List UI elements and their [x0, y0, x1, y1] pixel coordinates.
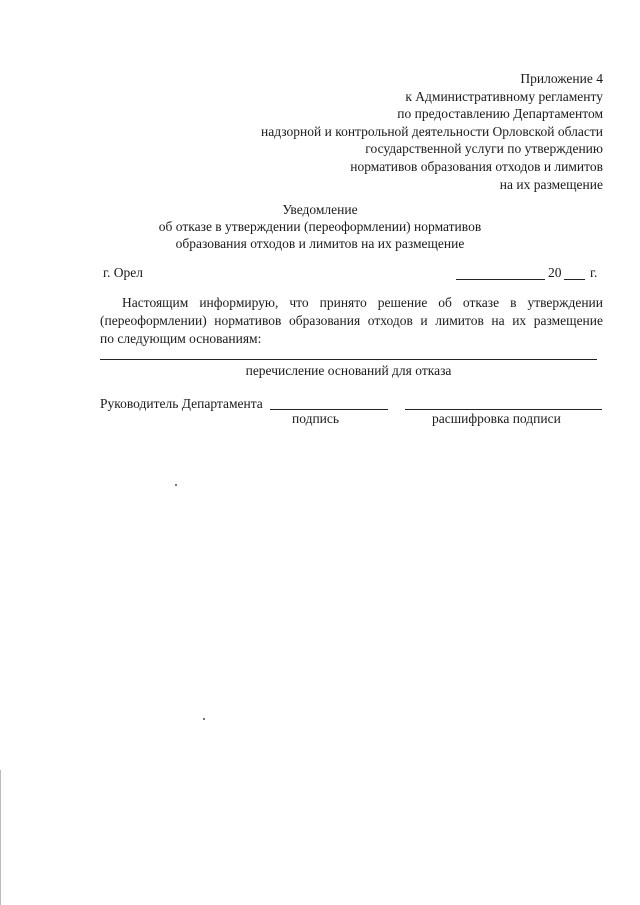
signature-decode-caption: расшифровка подписи — [432, 411, 561, 426]
appendix-line-department: по предоставлению Департаментом — [397, 106, 603, 122]
signature-blank-line — [270, 409, 388, 410]
title-notification: Уведомление — [282, 202, 358, 217]
reasons-blank-line — [100, 359, 597, 360]
scan-speck — [203, 718, 205, 720]
appendix-header — [261, 70, 603, 193]
reasons-caption: перечисление оснований для отказа — [245, 363, 452, 378]
date-blank-line — [456, 279, 545, 280]
year-suffix: г. — [590, 265, 598, 280]
body-paragraph — [100, 294, 603, 348]
appendix-line-regulation: к Административному регламенту — [405, 88, 603, 104]
body-line-3: по следующим основаниям: — [100, 331, 262, 346]
scan-edge — [0, 770, 1, 905]
title-subject: об отказе в утверждении (переоформлении) нормативов — [158, 219, 482, 234]
appendix-line-norms: нормативов образования отходов и лимитов — [350, 158, 603, 174]
body-line-1: Настоящим информирую, что принято решение об отказе в утверждении — [122, 295, 603, 310]
appendix-line-placement: на их размещение — [499, 176, 603, 192]
signature-label: Руководитель Департамента — [100, 396, 263, 411]
signature-caption: подпись — [292, 411, 340, 426]
year-prefix: 20 — [548, 265, 562, 280]
scan-speck — [175, 484, 177, 486]
title-subject-cont: образования отходов и лимитов на их размещение — [175, 236, 465, 251]
year-blank-line — [564, 279, 585, 280]
appendix-line-service: государственной услуги по утверждению — [365, 141, 603, 157]
city-label: г. Орел — [103, 265, 143, 280]
signature-decode-blank-line — [405, 409, 602, 410]
body-line-2: (переоформлении) нормативов образования отходов и лимитов на их размещение — [100, 313, 603, 328]
document-title — [0, 201, 640, 252]
appendix-line-activity: надзорной и контрольной деятельности Орловской области — [261, 123, 603, 139]
appendix-number: Приложение 4 — [520, 71, 603, 86]
